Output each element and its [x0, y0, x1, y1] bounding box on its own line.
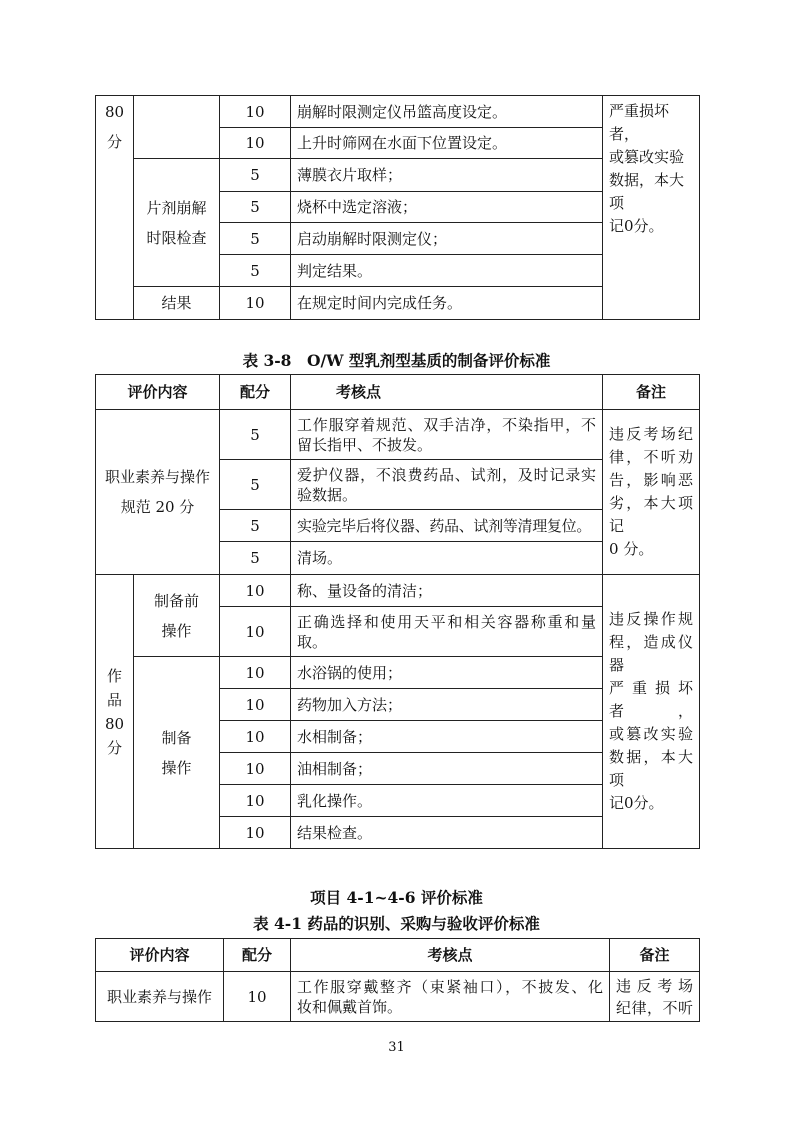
header-content: 评价内容: [96, 939, 224, 972]
table-3-8: [95, 374, 700, 849]
point-cell: 清场。: [291, 542, 603, 575]
score-cell: 5: [220, 460, 291, 510]
score-cell: 10: [220, 753, 291, 785]
score-cell: 5: [220, 223, 291, 255]
point-cell: 烧杯中选定溶液；: [291, 192, 603, 223]
remark-cell: 违反考场 纪律，不听: [610, 972, 700, 1022]
point-cell: 正确选择和使用天平和相关容器称重和量 取。: [291, 607, 603, 657]
point-cell: 水浴锅的使用；: [291, 657, 603, 689]
group-result: 结果: [134, 287, 220, 320]
point-cell: 工作服穿着规范、双手洁净，不染指甲，不 留长指甲、不披发。: [291, 410, 603, 460]
section-product: 作 品 80 分: [96, 575, 134, 849]
point-cell: 在规定时间内完成任务。: [291, 287, 603, 320]
point-cell: 判定结果。: [291, 255, 603, 287]
point-cell: 称、量设备的清洁；: [291, 575, 603, 607]
score-cell: 10: [220, 128, 291, 159]
section-professional: 职业素养与操作 规范 20 分: [96, 410, 220, 575]
score-cell: 10: [220, 287, 291, 320]
header-remark: 备注: [603, 375, 700, 410]
score-cell: 5: [220, 542, 291, 575]
table-4-1-title: 表 4-1 药品的识别、采购与验收评价标准: [253, 914, 540, 933]
sub-pre-preparation: 制备前 操作: [134, 575, 220, 657]
page-number: 31: [388, 1040, 405, 1055]
point-cell: 薄膜衣片取样；: [291, 159, 603, 192]
score-cell: 5: [220, 192, 291, 223]
score-cell: 5: [220, 410, 291, 460]
table-4-1: [95, 938, 700, 1022]
score-cell: 10: [220, 575, 291, 607]
score-cell: 10: [220, 785, 291, 817]
remark-cell: 违反考场纪 律，不听劝 告，影响恶 劣，本大项记 0 分。: [603, 410, 700, 575]
header-score: 配分: [220, 375, 291, 410]
point-cell: 实验完毕后将仪器、药品、试剂等清理复位。: [291, 510, 603, 542]
remark-cell: 严重损坏者， 或篡改实验 数据，本大项 记0分。: [603, 96, 700, 320]
score-cell: 10: [220, 657, 291, 689]
score-cell: 10: [220, 96, 291, 128]
score-cell: 5: [220, 159, 291, 192]
point-cell: 药物加入方法；: [291, 689, 603, 721]
sub-preparation: 制备 操作: [134, 657, 220, 849]
point-cell: 崩解时限测定仪吊篮高度设定。: [291, 96, 603, 128]
header-point: 考核点: [291, 375, 603, 410]
point-cell: 启动崩解时限测定仪；: [291, 223, 603, 255]
empty-group-cell: [134, 96, 220, 159]
table-continued: [95, 95, 700, 320]
score-cell: 10: [220, 689, 291, 721]
table-3-8-title: 表 3-8 O/W 型乳剂型基质的制备评价标准: [242, 351, 551, 370]
group-tablet-disintegration: 片剂崩解 时限检查: [134, 159, 220, 287]
score-cell: 5: [220, 255, 291, 287]
point-cell: 结果检查。: [291, 817, 603, 849]
header-remark: 备注: [610, 939, 700, 972]
score-cell: 5: [220, 510, 291, 542]
point-cell: 水相制备；: [291, 721, 603, 753]
header-score: 配分: [224, 939, 291, 972]
header-point: 考核点: [291, 939, 610, 972]
score-cell: 10: [220, 721, 291, 753]
score-cell: 10: [220, 607, 291, 657]
header-content: 评价内容: [96, 375, 220, 410]
score-cell: 10: [224, 972, 291, 1022]
score-cell: 10: [220, 817, 291, 849]
point-cell: 油相制备；: [291, 753, 603, 785]
content-cell: 职业素养与操作: [96, 972, 224, 1022]
work-score-cell: 80 分: [96, 96, 134, 320]
section-heading: 项目 4-1~4-6 评价标准: [310, 888, 483, 907]
point-cell: 乳化操作。: [291, 785, 603, 817]
point-cell: 工作服穿戴整齐（束紧袖口），不披发、化 妆和佩戴首饰。: [291, 972, 610, 1022]
point-cell: 上升时筛网在水面下位置设定。: [291, 128, 603, 159]
point-cell: 爱护仪器，不浪费药品、试剂，及时记录实 验数据。: [291, 460, 603, 510]
remark-cell: 违反操作规 程，造成仪器 严重损坏者， 或篡改实验 数据，本大项 记0分。: [603, 575, 700, 849]
